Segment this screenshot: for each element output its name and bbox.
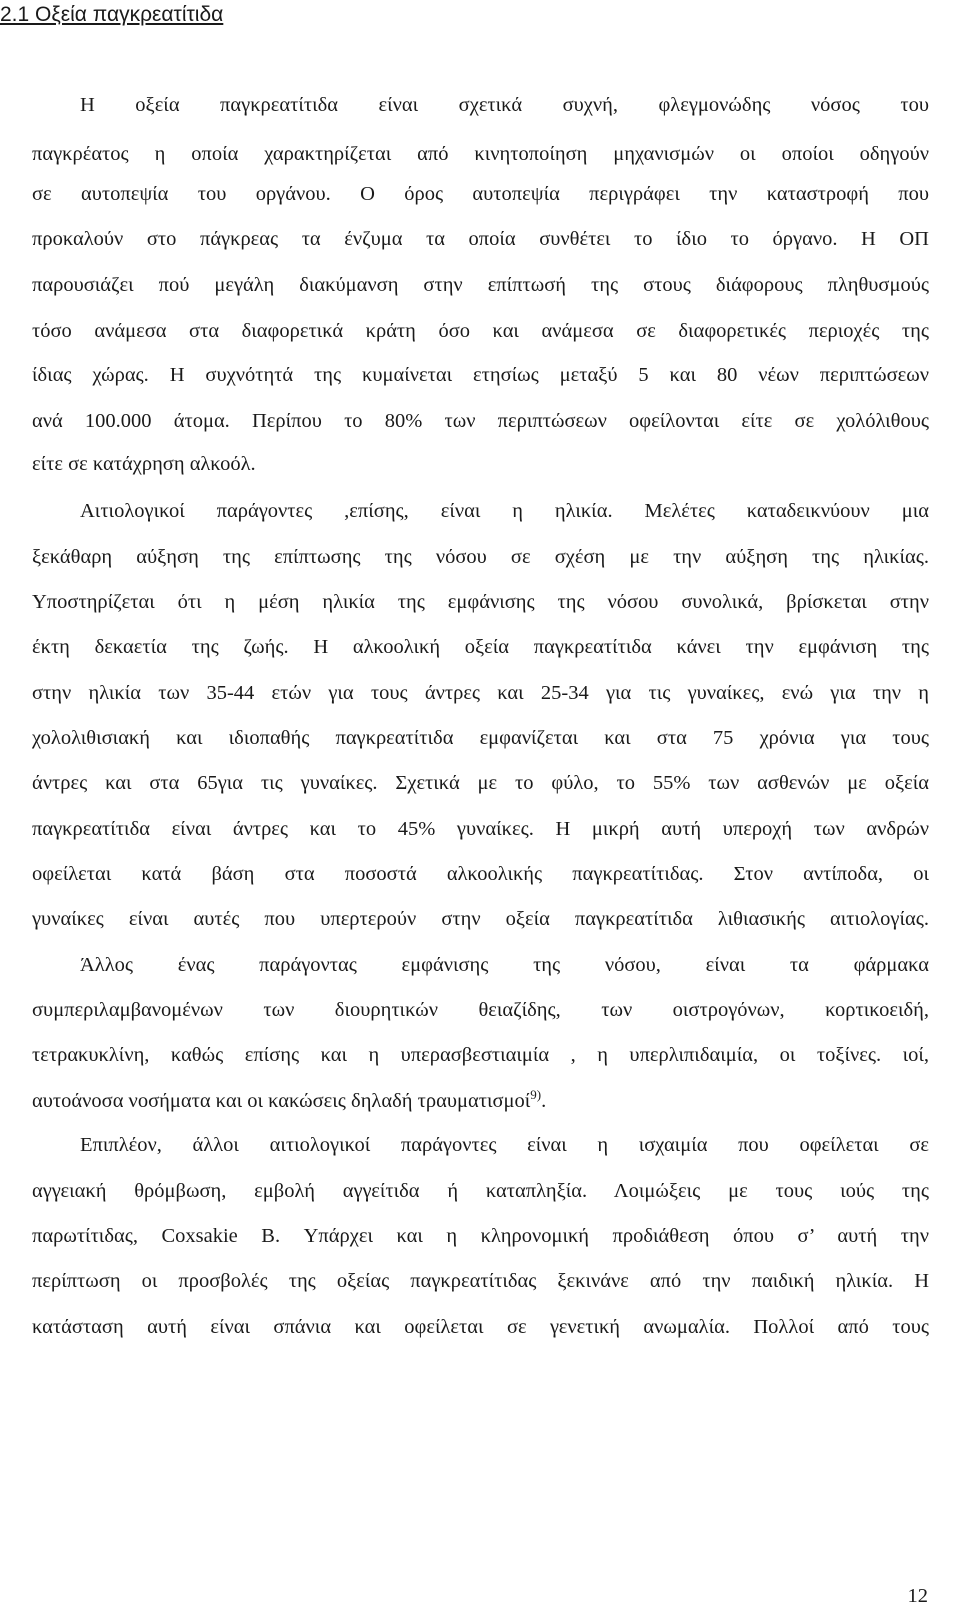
paragraph-line: Επιπλέον, άλλοι αιτιολογικοί παράγοντες είναι η ισχαιμία που οφείλεται σε	[80, 1134, 929, 1156]
paragraph-line: παρωτίτιδας, Coxsakie B. Υπάρχει και η κληρονομική προδιάθεση όπου σ’ αυτή την	[32, 1225, 929, 1247]
paragraph-line: Υποστηρίζεται ότι η μέση ηλικία της εμφάνισης της νόσου συνολικά, βρίσκεται στην	[32, 591, 929, 613]
paragraph-line: ίδιας χώρας. Η συχνότητά της κυμαίνεται ετησίως μεταξύ 5 και 80 νέων περιπτώσεων	[32, 364, 929, 386]
paragraph-line: παρουσιάζει πού μεγάλη διακύμανση στην επίπτωσή της στους διάφορους πληθυσμούς	[32, 274, 929, 296]
paragraph-line: αγγειακή θρόμβωση, εμβολή αγγείτιδα ή καταπληξία. Λοιμώξεις με τους ιούς της	[32, 1180, 929, 1202]
section-heading: 2.1 Οξεία παγκρεατίτιδα	[0, 3, 224, 26]
line-text: αυτοάνοσα νοσήματα και οι κακώσεις δηλαδή τραυματισμοί	[32, 1090, 531, 1112]
paragraph-line	[32, 1086, 546, 1116]
paragraph-line: τετρακυκλίνη, καθώς επίσης και η υπερασβεστιαιμία , η υπερλιπιδαιμία, οι τοξίνες. ιοί,	[32, 1044, 929, 1066]
paragraph-line: τόσο ανάμεσα στα διαφορετικά κράτη όσο και ανάμεσα σε διαφορετικές περιοχές της	[32, 320, 929, 342]
paragraph-line: ανά 100.000 άτομα. Περίπου το 80% των περιπτώσεων οφείλονται είτε σε χολόλιθους	[32, 410, 929, 432]
paragraph-line: παγκρέατος η οποία χαρακτηρίζεται από κινητοποίηση μηχανισμών οι οποίοι οδηγούν	[32, 143, 929, 165]
paragraph-line: κατάσταση αυτή είναι σπάνια και οφείλεται σε γενετική ανωμαλία. Πολλοί από τους	[32, 1316, 929, 1338]
paragraph-line: άντρες και στα 65για τις γυναίκες. Σχετικά με το φύλο, το 55% των ασθενών με οξεία	[32, 772, 929, 794]
paragraph-line: προκαλούν στο πάγκρεας τα ένζυμα τα οποία συνθέτει το ίδιο το όργανο. Η ΟΠ	[32, 228, 929, 250]
line-end-period: .	[541, 1090, 547, 1112]
paragraph-line: Η οξεία παγκρεατίτιδα είναι σχετικά συχνή, φλεγμονώδης νόσος του	[80, 94, 929, 116]
paragraph-line: σε αυτοπεψία του οργάνου. Ο όρος αυτοπεψία περιγράφει την καταστροφή που	[32, 183, 929, 205]
page-number: 12	[907, 1585, 928, 1607]
paragraph-line: χολολιθισιακή και ιδιοπαθής παγκρεατίτιδα εμφανίζεται και στα 75 χρόνια για τους	[32, 727, 929, 749]
paragraph-line: οφείλεται κατά βάση στα ποσοστά αλκοολικής παγκρεατίτιδας. Στον αντίποδα, οι	[32, 863, 929, 885]
footnote-reference: 9)	[530, 1087, 542, 1103]
paragraph-line: στην ηλικία των 35-44 ετών για τους άντρες και 25-34 για τις γυναίκες, ενώ για την η	[32, 682, 929, 704]
paragraph-line: παγκρεατίτιδα είναι άντρες και το 45% γυναίκες. Η μικρή αυτή υπεροχή των ανδρών	[32, 818, 929, 840]
paragraph-line: έκτη δεκαετία της ζωής. Η αλκοολική οξεία παγκρεατίτιδα κάνει την εμφάνιση της	[32, 636, 929, 658]
paragraph-line: γυναίκες είναι αυτές που υπερτερούν στην οξεία παγκρεατίτιδα λιθιασικής αιτιολογίας.	[32, 908, 929, 930]
paragraph-line: συμπεριλαμβανομένων των διουρητικών θειαζίδης, των οιστρογόνων, κορτικοειδή,	[32, 999, 929, 1021]
paragraph-line: είτε σε κατάχρηση αλκοόλ.	[32, 453, 256, 475]
paragraph-line: ξεκάθαρη αύξηση της επίπτωσης της νόσου σε σχέση με την αύξηση της ηλικίας.	[32, 546, 929, 568]
paragraph-line: περίπτωση οι προσβολές της οξείας παγκρεατίτιδας ξεκινάνε από την παιδική ηλικία. Η	[32, 1270, 929, 1292]
paragraph-line: Άλλος ένας παράγοντας εμφάνισης της νόσου, είναι τα φάρμακα	[80, 954, 929, 976]
paragraph-line: Αιτιολογικοί παράγοντες ,επίσης, είναι η ηλικία. Μελέτες καταδεικνύουν μια	[80, 500, 929, 522]
